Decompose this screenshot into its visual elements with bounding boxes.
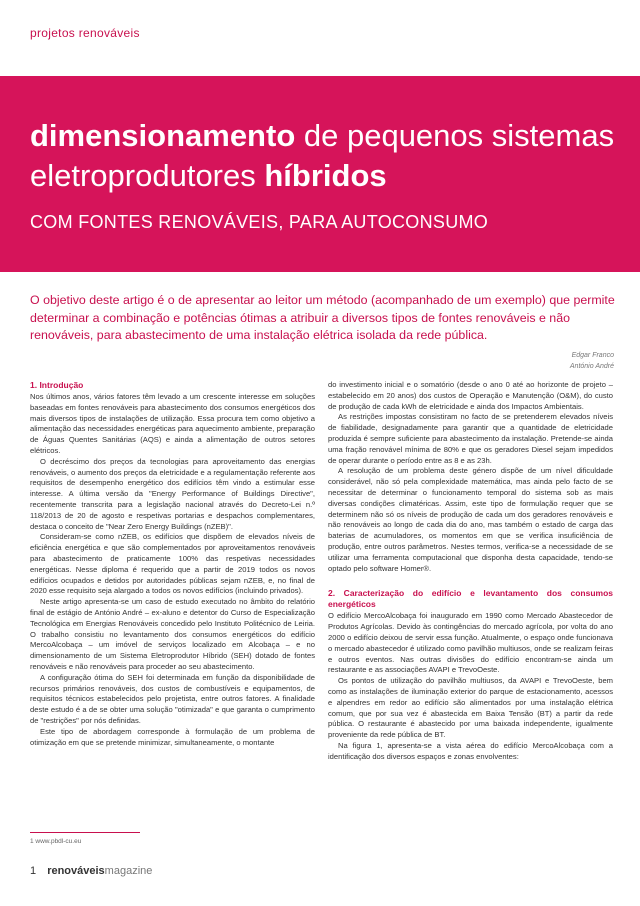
section-label: projetos renováveis [30,26,140,40]
article-title [30,116,620,196]
author-1: Edgar Franco [571,352,614,359]
paragraph: As restrições impostas consistiram no facto de se pretenderem elevados níveis de fiabilidade, designadamente para garantir que a quantidade de eletricidade produzida é sempre suficiente para abastecimento da instalação. Pretende-se ainda uma fração renovável mínima de 80% e que os geradores Diesel sejam impedidos de operar durante o período entre as 8 e as 23h. [328,412,613,465]
brand-bold: renováveis [47,865,105,877]
column-right [328,380,613,763]
title-banner [0,76,640,272]
title-bold-2: híbridos [264,158,387,193]
title-bold-1: dimensionamento [30,118,296,153]
section-2-heading: 2. Caracterização do edifício e levantamento dos consumos energéticos [328,588,613,610]
magazine-brand [47,865,152,877]
section-1-heading: 1. Introdução [30,380,84,390]
paragraph: Neste artigo apresenta-se um caso de estudo executado no âmbito do relatório final de estágio de António André – ex-aluno e detentor do Curso de Especialização Tecnológica em Energias Renováveis concedido pelo Instituto Politécnico de Leiria. O trabalho consistiu no levantamento dos consumos energéticos do edifício MercoAlcobaça – um imóvel de serviços localizado em Alcobaça – e no dimensionamento de um Sistema Eletroprodutor Híbrido (SEH) dotado de fontes renováveis e não renováveis para proceder ao seu abastecimento. [30,597,315,671]
page-footer [30,865,152,877]
lead-paragraph: O objetivo deste artigo é o de apresentar ao leitor um método (acompanhado de um exemplo) que permite determinar a combinação e potências ótimas a atribuir a diversos tipos de fontes renováveis e não renováveis, para abastecimento de uma instalação elétrica isolada da rede pública. [30,293,615,342]
paragraph: O edifício MercoAlcobaça foi inaugurado em 1990 como Mercado Abastecedor de Produtos Agrícolas. Devido às contingências do mercado agrícola, por volta do ano 2000 o edifício deixou de servir essa função. Atualmente, o espaço onde funcionava o mercado abastecedor é utilizado como pavilhão multiusos, onde se realizam feiras e outros eventos. Nas outras divisões do edifício encontram-se ainda um restaurante e as associações AVAPI e TrevoOeste. [328,611,613,675]
footnote-rule [30,832,140,833]
author-2: António André [569,363,614,370]
page-number: 1 [30,865,37,877]
section-gap [328,574,613,588]
paragraph: Este tipo de abordagem corresponde à formulação de um problema de otimização em que se pretende minimizar, simultaneamente, o montante [30,726,315,747]
article-subtitle: COM FONTES RENOVÁVEIS, PARA AUTOCONSUMO [30,212,489,232]
footnote: 1 www.pbdl-cu.eu [30,838,82,845]
paragraph: A configuração ótima do SEH foi determinada em função da disponibilidade de recursos primários renováveis, dos custos de combustíveis e equipamentos, de requisitos técnicos estabelecidos pelo projetista, entre outros fatores. A finalidade deste estudo é a de se obter uma solução "otimizada" e que garanta o cumprimento de "restrições" por nós definidas. [30,672,315,725]
paragraph: Os pontos de utilização do pavilhão multiusos, da AVAPI e TrevoOeste, bem como as instalações de iluminação exterior do parque de estacionamento, acessos e alpendres em redor ao edifício são alimentados por uma instalação elétrica comum, que por sua vez é abastecida em Baixa Tensão (BT) a partir da rede pública. O restaurante é abastecido por uma baixada independente, igualmente proveniente da rede pública de BT. [328,676,613,740]
paragraph: A resolução de um problema deste género dispõe de um nível dificuldade considerável, não só pela complexidade matemática, mas ainda pelo facto de se necessitar de determinar o funcionamento temporal do sistema sob as mais diversas condições climatéricas. Assim, este tipo de formulação requer que se determinem não só os níveis de produção de cada um dos geradores renováveis e não renováveis ao longo de cada dia do ano, mas também o estado de carga das baterias de acumuladores, os momentos em que se verifica insuficiência de produção, entre outros parâmetros. Nestes termos, verifica-se a necessidade de se utilizar uma ferramenta computacional que disponha desta capacidade, tendo-se optado pelo software Homer®. [328,466,613,573]
brand-light: magazine [104,865,153,877]
paragraph: Nos últimos anos, vários fatores têm levado a um crescente interesse em soluções baseadas em fontes renováveis para abastecimento dos consumos energéticos dos mais diversos tipos de instalações de utilização. Essa procura tem como objetivo a alimentação das necessidades energéticas para aquecimento ambiente, preparação de Águas Quentes Sanitárias (AQS) e ainda a alimentação de outros setores elétricos. [30,392,315,455]
paragraph: Consideram-se como nZEB, os edifícios que dispõem de elevados níveis de eficiência energética e que são complementados por aproveitamentos renováveis para abastecimento de praticamente 100% das respetivas necessidades energéticas. Nesse diploma é requerido que a partir de 2019 todos os novos edifícios ocupados e detidos por autoridades públicas sejam nZEB, e, no final de 2020 esse requisito seja alargado a todos os novos edifícios (incluindo privados). [30,532,315,596]
column-left [30,380,315,748]
paragraph: O decréscimo dos preços da tecnologias para aproveitamento das energias renováveis, o aumento dos preços da eletricidade e a regulamentação referente aos requisitos de desempenho energético dos edifícios têm vindo a estimular esse interesse. A última versão da "Energy Performance of Buildings Directive", recentemente transcrita para a legislação nacional através do Decreto-Lei n.º 118/2013 de 20 de agosto e respetivas portarias e despachos complementares, destaca o conceito de "Near Zero Energy Buildings (nZEB)". [30,456,315,531]
title-regular: de pequenos sistemas eletroprodutores [30,118,615,193]
paragraph: do investimento inicial e o somatório (desde o ano 0 até ao horizonte de projeto – estabelecido em 20 anos) dos custos de Operação e Manutenção (O&M), do custo de produção de cada kWh de eletricidade e ainda dos Impactos Ambientais. [328,380,613,411]
paragraph: Na figura 1, apresenta-se a vista aérea do edifício MercoAlcobaça com a identificação dos diversos espaços e zonas envolventes: [328,740,613,761]
